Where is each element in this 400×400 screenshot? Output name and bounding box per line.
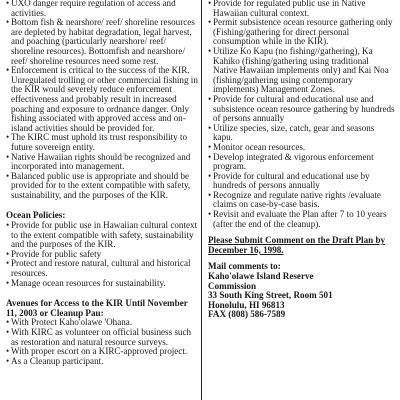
- avenues-heading: Avenues for Access to the KIR Until November 11, 2003 or Cleanup Pau:: [6, 298, 188, 318]
- list-item: • Provide for cultural and educational use by hundreds of persons annually: [208, 172, 395, 191]
- address-line: Honolulu, HI 96813: [208, 299, 285, 310]
- ocean-policies-heading: Ocean Policies:: [6, 210, 66, 221]
- list-item: • With Protect Kaho'olawe 'Ohana.: [6, 318, 199, 328]
- list-item: • Enforcement is critical to the success of the KIR. Unregulated trolling or other commercial fishing in the KIR would severely reduce enforcement effectiveness and probably result in increased poaching and exposure to ordnance danger. Only fishing associated with approved access and on-island activities should be provided for.: [6, 66, 199, 133]
- list-item: • Protect and restore natural, cultural and historical resources.: [6, 259, 199, 278]
- comment-deadline-notice: Please Submit Comment on the Draft Plan by December 16, 1998.: [208, 235, 386, 255]
- address-line: Commission: [208, 280, 256, 291]
- list-item: • Bottom fish & nearshore/ reef/ shoreline resources are depleted by habitat degradation, legal harvest, and poaching (particularly nearshore/ reef/ shoreline resources). Bottomfish and nearshore/ reef/ shoreline resources need some rest.: [6, 18, 199, 66]
- list-item: • Recognize and regulate native rights /evaluate claims on case-by-case basis.: [208, 191, 395, 210]
- mail-lead: Mail comments to:: [208, 261, 281, 272]
- mail-address-block: [208, 262, 395, 320]
- list-item: • As a Cleanup participant.: [6, 357, 199, 367]
- list-item: • Provide for public safety: [6, 250, 199, 260]
- list-item: • Develop integrated & vigorous enforcement program.: [208, 153, 395, 172]
- list-item: • Utilize Ko Kapu (no fishing//gathering), Ka Kahiko (fishing/gathering using traditional Native Hawaiian implements only) and Kai Noa (fishing/gathering using contemporary implements) Management Zones.: [208, 47, 395, 95]
- avenues-list: [6, 318, 199, 366]
- list-item: • Provide for public use in Hawaiian cultural context to the extent compatible with safety, sustainability and the purposes of the KIR.: [6, 221, 199, 250]
- list-item: • Permit subsistence ocean resource gathering only (Fishing/gathering for direct personal consumption while in the KIR).: [208, 18, 395, 47]
- list-item: • UXO danger require regulation of access and activities.: [6, 0, 199, 18]
- list-item: • With KIRC as volunteer on official business such as restoration and natural resource surveys.: [6, 328, 199, 347]
- address-line: 33 South King Street, Room 501: [208, 290, 333, 301]
- address-line: Kaho'olawe Island Reserve: [208, 271, 314, 282]
- column-divider: [201, 0, 202, 400]
- list-item: • Native Hawaiian rights should be recognized and incorporated into management.: [6, 153, 199, 172]
- right-column: [208, 0, 395, 320]
- list-item: • Manage ocean resources for sustainability.: [6, 279, 199, 289]
- list-item: • Monitor ocean resources.: [208, 143, 395, 153]
- list-item: • Revisit and evaluate the Plan after 7 to 10 years (after the end of the cleanup).: [208, 210, 395, 229]
- list-item: • Provide for cultural and educational use and subsistence ocean resource gathering by hundreds of persons annually: [208, 95, 395, 124]
- list-item: • Balanced public use is appropriate and should be provided for to the extent compatible with safety, sustainability, and the purposes of the KIR.: [6, 172, 199, 201]
- list-item: • With proper escort on a KIRC-approved project.: [6, 347, 199, 357]
- list-item: • Utilize species, size, catch, gear and seasons kapu.: [208, 124, 395, 143]
- management-list: [208, 0, 395, 229]
- rationale-list: [6, 0, 199, 200]
- list-item: • Provide for regulated public use in Native Hawaiian cultural context.: [208, 0, 395, 18]
- list-item: • The KIRC must uphold its trust responsibility to future sovereign entity.: [6, 133, 199, 152]
- left-column: [6, 0, 199, 366]
- ocean-policies-list: [6, 221, 199, 288]
- fax-line: FAX (808) 586-7589: [208, 309, 286, 320]
